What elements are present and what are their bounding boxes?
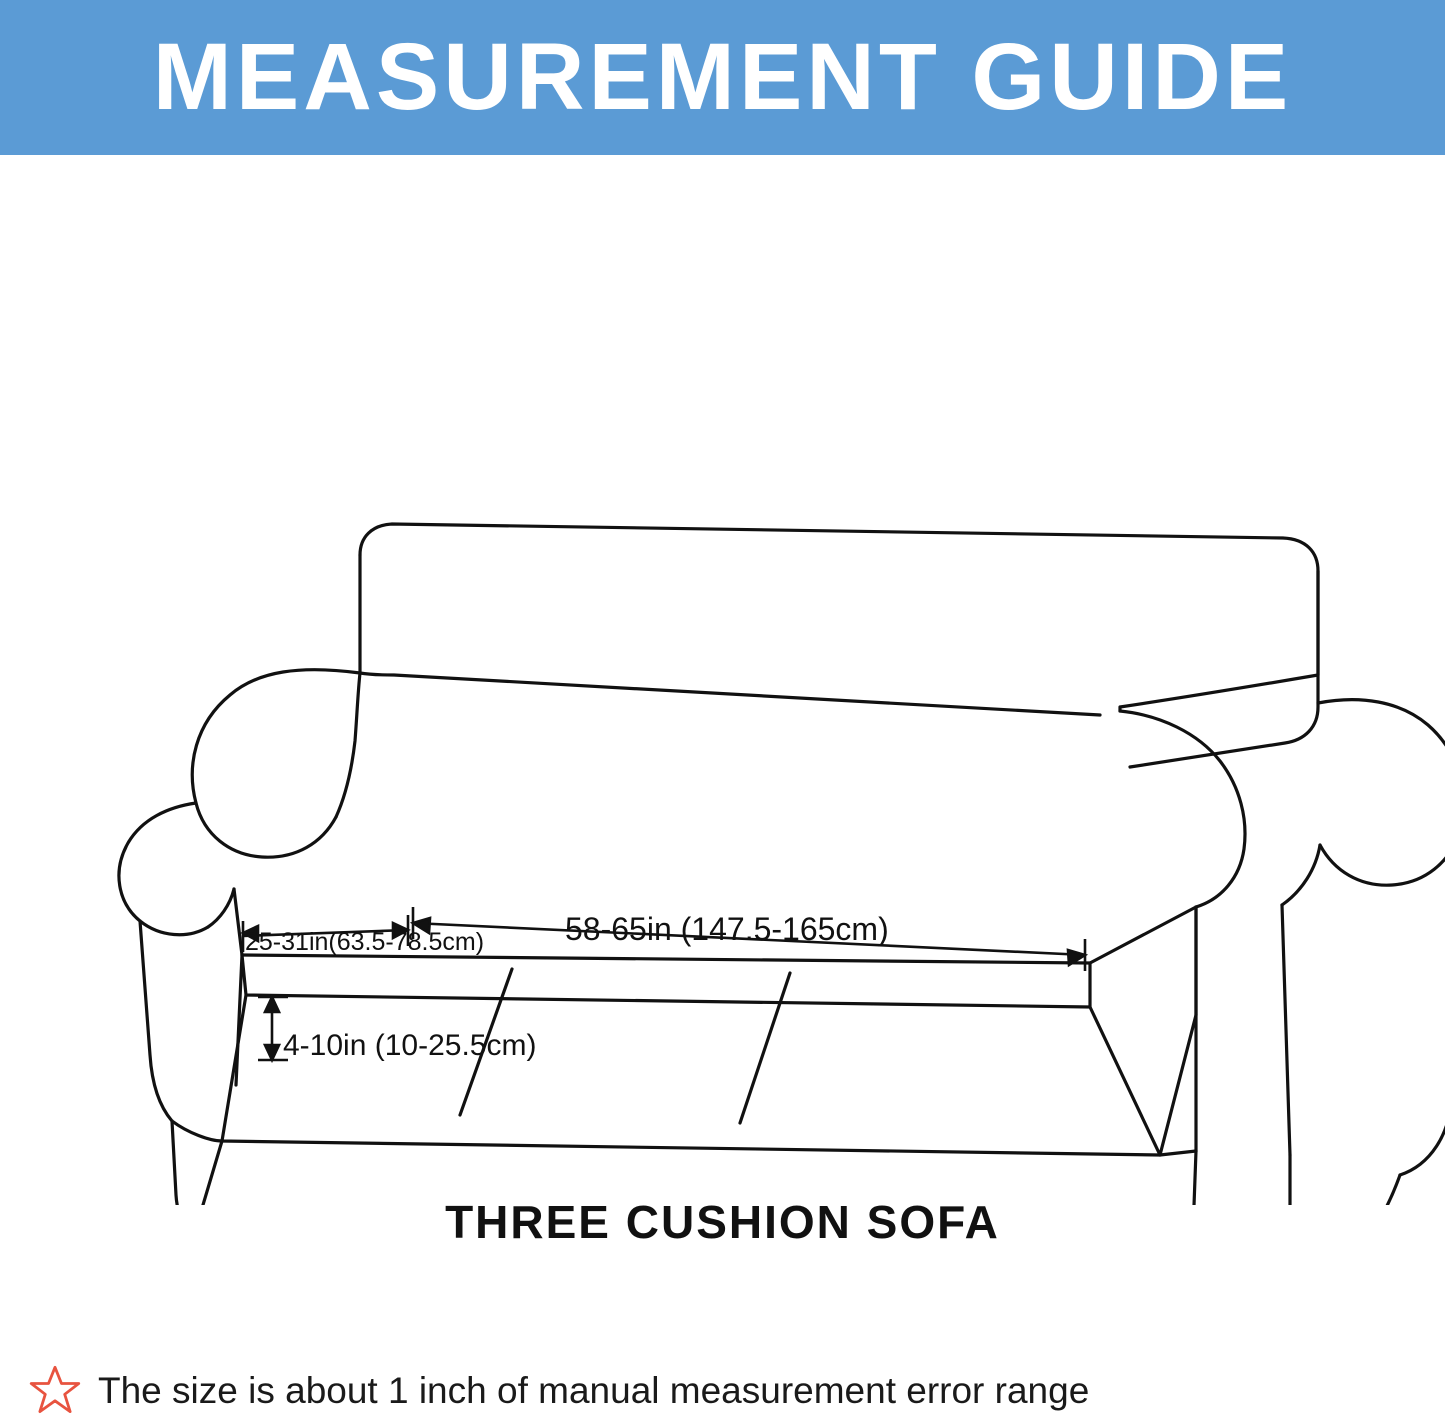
backrest-bottom-edge: [360, 673, 1100, 715]
sofa-diagram: [0, 155, 1445, 1205]
right-arm-roll-top: [1318, 700, 1445, 886]
seat-width-label: 58-65in (147.5-165cm): [565, 911, 889, 947]
footer-note-text: The size is about 1 inch of manual measurement error range: [98, 1369, 1090, 1411]
left-arm-roll-inner: [336, 673, 360, 817]
backrest-right-edge: [1130, 571, 1318, 767]
left-arm-outer-curve: [119, 803, 208, 935]
cushion-height-arrowhead-top: [265, 997, 279, 1012]
seat-skirt-right-join: [1160, 1151, 1196, 1155]
diagram-caption: THREE CUSHION SOFA: [445, 1196, 1000, 1248]
page-title: MEASUREMENT GUIDE: [152, 24, 1293, 130]
backrest-outline: [360, 524, 1318, 711]
cushion-front-edges: [222, 995, 1196, 1155]
seat-depth-label: 25-31in(63.5-78.5cm): [245, 928, 485, 956]
left-arm-outer-curve-2: [208, 889, 234, 927]
base-left-bottom: [172, 1121, 1190, 1205]
left-arm-inner-body: [234, 889, 242, 955]
left-arm-body: [140, 921, 172, 1121]
cushion-right-side: [1090, 1007, 1160, 1155]
right-arm-outer-edge: [1282, 905, 1290, 1155]
star-icon: [28, 1363, 82, 1417]
header-banner: [0, 0, 1445, 155]
left-base-curve: [172, 1121, 222, 1141]
footer-note: [0, 1355, 1445, 1425]
cushion-height-arrowhead-bottom: [265, 1045, 279, 1060]
cushion-height-label: 4-10in (10-25.5cm): [283, 1029, 537, 1062]
right-arm-roll-bottom: [1282, 845, 1320, 905]
diagram-container: [0, 155, 1445, 1205]
left-arm-roll-top: [192, 670, 360, 858]
right-arm-inner-roll: [1120, 711, 1245, 907]
cushion-divider-2: [740, 973, 790, 1123]
